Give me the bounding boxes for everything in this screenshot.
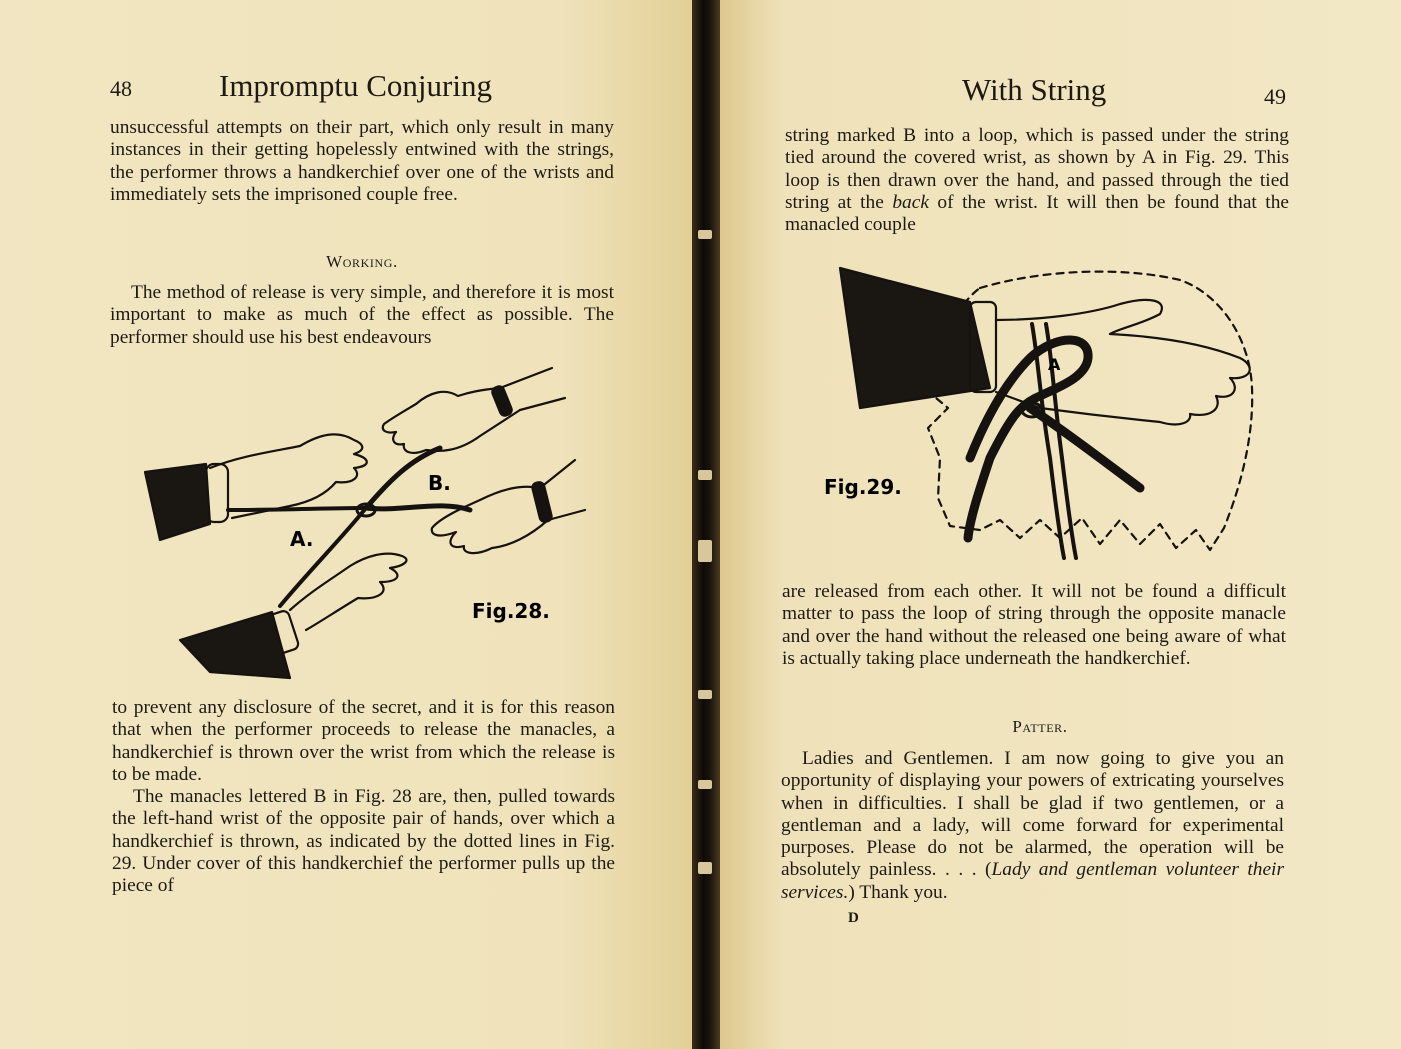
figure-28-marker-b: B. bbox=[428, 471, 451, 495]
binding-stitch bbox=[698, 470, 712, 480]
paragraph-text: The method of release is very simple, and therefore it is most important to make as much of the effect as possible. The performer should use his best endeavours bbox=[110, 282, 614, 348]
text-run: ) Thank you. bbox=[848, 881, 948, 903]
right-paragraph-after-figure bbox=[782, 581, 1286, 670]
right-running-title: With String bbox=[962, 72, 1107, 107]
figure-29-marker-a: A bbox=[1048, 355, 1061, 374]
figure-28-label: Fig.28. bbox=[472, 599, 550, 623]
hand-outline bbox=[432, 487, 548, 553]
emphasis-text: Lady and gentleman volunteer their services. bbox=[781, 859, 1284, 903]
paragraph-text: to prevent any disclosure of the secret, and it is for this reason that when the performer proceeds to release the manacles, a handkerchief is thrown over the wrist from which the release is to be made. bbox=[112, 697, 615, 785]
paragraph-text: The manacles lettered B in Fig. 28 are, then, pulled towards the left-hand wrist of the opposite pair of hands, over which a handkerchief is thrown, as indicated by the dotted lines in Fig. 29. Under cover of this handkerchief the performer pulls up the piece of bbox=[112, 786, 615, 897]
sleeve bbox=[840, 268, 990, 408]
paragraph-text bbox=[785, 125, 1289, 236]
left-top-paragraph bbox=[110, 117, 614, 206]
binding-stitch bbox=[698, 540, 712, 562]
string-b bbox=[366, 506, 470, 510]
figure-29-illustration bbox=[820, 258, 1260, 563]
paragraph-text bbox=[781, 748, 1284, 904]
binding-stitch bbox=[698, 690, 712, 699]
binding-stitch bbox=[698, 780, 712, 789]
text-run: of the wrist. It will then be found that the manacled couple bbox=[785, 191, 1289, 236]
string-a bbox=[228, 508, 366, 510]
section-heading-working: Working. bbox=[326, 252, 398, 271]
book-gutter bbox=[692, 0, 720, 1049]
right-top-paragraph bbox=[785, 125, 1289, 236]
hand-outline bbox=[290, 554, 406, 630]
right-patter-paragraph bbox=[781, 748, 1284, 904]
left-paragraph-before-figure bbox=[110, 282, 614, 349]
bottom-sleeve bbox=[180, 612, 290, 678]
binding-stitch bbox=[698, 230, 712, 239]
emphasis-text: back bbox=[892, 191, 929, 213]
left-page-number: 48 bbox=[110, 76, 132, 101]
left-sleeve bbox=[145, 464, 210, 540]
text-run: string marked B into a loop, which is passed under the string tied around the covered wrist, as shown by A in Fig. 29. This loop is then drawn over the hand, and passed through the tied string at the bbox=[785, 125, 1289, 213]
wrist-cuff bbox=[491, 385, 513, 417]
left-paragraph-after-figure bbox=[112, 697, 615, 898]
wrist-cuff bbox=[531, 481, 552, 523]
paragraph-text: are released from each other. It will not be found a difficult matter to pass the loop of string through the opposite manacle and over the hand without the released one being aware of what is actually taking place underneath the handkerchief. bbox=[782, 581, 1286, 669]
string-a bbox=[280, 508, 366, 606]
text-run: Ladies and Gentlemen. I am now going to give you an opportunity of displaying your powers of extricating yourselves when in difficulties. I shall be glad if two gentlemen, or a gentleman and a lady, will come forward for experimental purposes. Please do not be alarmed, the operation will be absolutely painless. . . . ( bbox=[781, 748, 1284, 881]
figure-29-label: Fig.29. bbox=[824, 475, 902, 499]
section-heading-patter: Patter. bbox=[1012, 717, 1068, 736]
figure-28-illustration bbox=[140, 360, 610, 690]
binding-stitch bbox=[698, 862, 712, 874]
paragraph-text: unsuccessful attempts on their part, which only result in many instances in their getting hopelessly entwined with the strings, the performer throws a handkerchief over one of the wrists and immediately sets the imprisoned couple free. bbox=[110, 117, 614, 205]
hand-outline bbox=[210, 434, 367, 518]
figure-28-marker-a: A. bbox=[290, 527, 314, 551]
right-page-number: 49 bbox=[1264, 84, 1286, 109]
left-running-title: Impromptu Conjuring bbox=[219, 68, 492, 103]
signature-mark: D bbox=[848, 910, 859, 926]
